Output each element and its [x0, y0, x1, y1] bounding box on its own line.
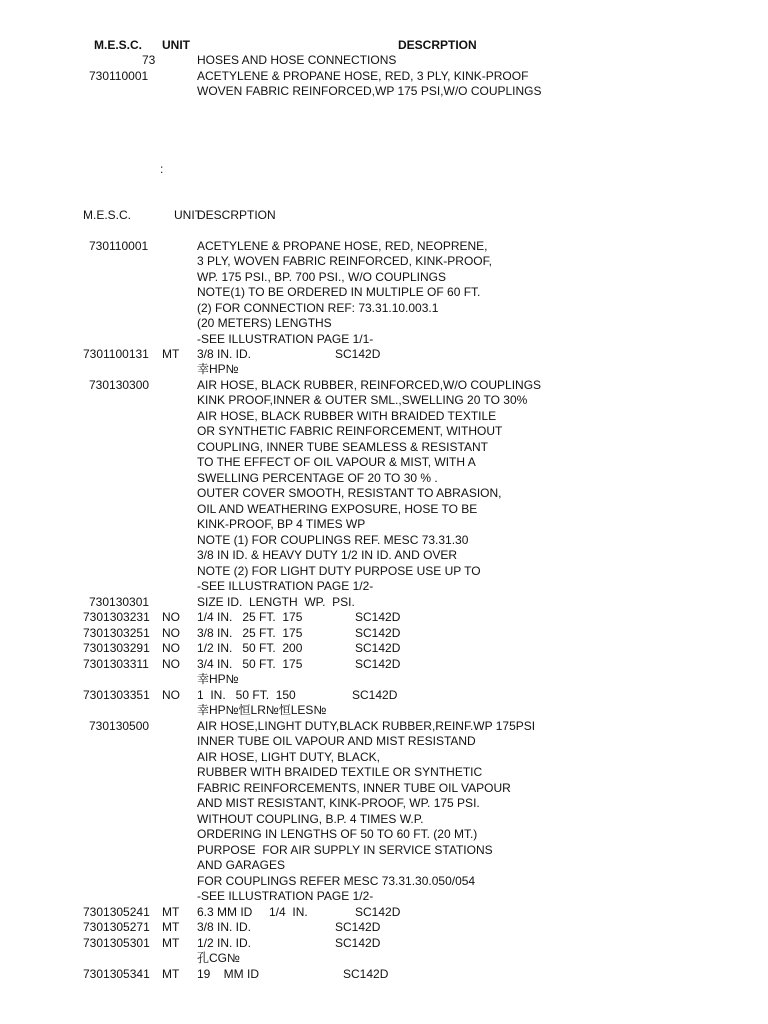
- block1-line: WP. 175 PSI., BP. 700 PSI., W/O COUPLINGS: [197, 270, 446, 284]
- block2-line: AIR HOSE, BLACK RUBBER WITH BRAIDED TEXTILE: [197, 409, 497, 423]
- block3-row-ref: SC142D: [335, 920, 381, 934]
- block2-row-size: 1/4 IN. 25 FT. 175: [197, 610, 303, 624]
- block3-line: AND GARAGES: [197, 858, 286, 872]
- block3-row-code: 7301305241: [83, 905, 150, 919]
- block3-line: RUBBER WITH BRAIDED TEXTILE OR SYNTHETIC: [197, 765, 483, 779]
- block3-row-size: 1/2 IN. ID.: [197, 936, 252, 950]
- block3-line: AIR HOSE, LIGHT DUTY, BLACK,: [197, 750, 380, 764]
- block2-line: NOTE (2) FOR LIGHT DUTY PURPOSE USE UP TO: [197, 564, 481, 578]
- block2-line: OUTER COVER SMOOTH, RESISTANT TO ABRASION,: [197, 486, 502, 500]
- block1-line: (20 METERS) LENGTHS: [197, 316, 332, 330]
- block2-line: SWELLING PERCENTAGE OF 20 TO 30 % .: [197, 471, 438, 485]
- block2-size-header: SIZE ID. LENGTH WP. PSI.: [197, 595, 355, 609]
- block3-row-unit: MT: [162, 905, 180, 919]
- header-unit: UNIT: [162, 38, 190, 52]
- block2-row-unit: NO: [162, 657, 180, 671]
- block3-line: INNER TUBE OIL VAPOUR AND MIST RESISTAND: [197, 734, 476, 748]
- block3-line: PURPOSE FOR AIR SUPPLY IN SERVICE STATIONS: [197, 843, 493, 857]
- block3-row-unit: MT: [162, 936, 180, 950]
- block2-row-ref: SC142D: [355, 641, 401, 655]
- block3-garble: 孔CG№: [197, 951, 240, 965]
- block2-row-unit: NO: [162, 610, 180, 624]
- block2-line: 3/8 IN ID. & HEAVY DUTY 1/2 IN ID. AND OVER: [197, 548, 458, 562]
- block1-row-size: 3/8 IN. ID.: [197, 347, 252, 361]
- block2-row-ref: SC142D: [355, 626, 401, 640]
- block2-line: AIR HOSE, BLACK RUBBER, REINFORCED,W/O COUPLINGS: [197, 378, 542, 392]
- block2-last-row-unit: NO: [162, 688, 180, 702]
- block1-line: -SEE ILLUSTRATION PAGE 1/1-: [197, 332, 374, 346]
- block3-line: AND MIST RESISTANT, KINK-PROOF, WP. 175 PSI.: [197, 796, 480, 810]
- subheader-unit: UNIT: [174, 208, 202, 222]
- header-mesc: M.E.S.C.: [94, 38, 143, 52]
- block2-row-ref: SC142D: [355, 657, 401, 671]
- block2-row-code: 7301303291: [83, 641, 150, 655]
- block3-row-size: 3/8 IN. ID.: [197, 920, 252, 934]
- subheader-mesc: M.E.S.C.: [83, 208, 132, 222]
- block3-line: FABRIC REINFORCEMENTS, INNER TUBE OIL VAPOUR: [197, 781, 511, 795]
- block2-row-ref: SC142D: [355, 610, 401, 624]
- first-item-line: ACETYLENE & PROPANE HOSE, RED, 3 PLY, KINK-PROOF: [197, 69, 529, 83]
- block3-last-row-unit: MT: [162, 967, 180, 981]
- block2-row-size: 3/4 IN. 50 FT. 175: [197, 657, 303, 671]
- block2-garble: 幸HP№恒LR№恒LES№: [197, 703, 327, 717]
- block2-row-size: 3/8 IN. 25 FT. 175: [197, 626, 303, 640]
- block2-line: KINK-PROOF, BP 4 TIMES WP: [197, 517, 366, 531]
- block3-row-code: 7301305301: [83, 936, 150, 950]
- block2-last-row-code: 7301303351: [83, 688, 150, 702]
- block3-line: -SEE ILLUSTRATION PAGE 1/2-: [197, 889, 374, 903]
- block1-row-code: 7301100131: [83, 347, 149, 361]
- block2-line: -SEE ILLUSTRATION PAGE 1/2-: [197, 579, 374, 593]
- block2-row-code: 7301303251: [83, 626, 150, 640]
- block2-row-code: 7301303311: [83, 657, 149, 671]
- block1-row-ref: SC142D: [335, 347, 381, 361]
- block3-last-row-code: 7301305341: [83, 967, 150, 981]
- block3-code: 730130500: [89, 719, 150, 733]
- first-item-code: 730110001: [89, 69, 149, 83]
- group-title: HOSES AND HOSE CONNECTIONS: [197, 53, 397, 67]
- block2-code: 730130300: [89, 378, 150, 392]
- block1-code: 730110001: [89, 239, 149, 253]
- block1-line: ACETYLENE & PROPANE HOSE, RED, NEOPRENE,: [197, 239, 488, 253]
- block2-last-row-size: 1 IN. 50 FT. 150: [197, 688, 296, 702]
- block2-line: KINK PROOF,INNER & OUTER SML.,SWELLING 20 TO 30%: [197, 393, 528, 407]
- block2-row-unit: NO: [162, 641, 180, 655]
- block3-last-row-size: 19 MM ID: [197, 967, 260, 981]
- colon-mark: :: [160, 162, 164, 176]
- block3-row-size: 6.3 MM ID 1/4 IN.: [197, 905, 308, 919]
- block1-garble: 幸HP№: [197, 362, 239, 376]
- block3-last-row-ref: SC142D: [343, 967, 389, 981]
- block3-line: FOR COUPLINGS REFER MESC 73.31.30.050/054: [197, 874, 476, 888]
- block2-row-unit: NO: [162, 626, 180, 640]
- block1-line: 3 PLY, WOVEN FABRIC REINFORCED, KINK-PROOF,: [197, 254, 492, 268]
- block2-garble: 幸HP№: [197, 672, 239, 686]
- block2-last-row-ref: SC142D: [352, 688, 398, 702]
- block2-row-code: 7301303231: [83, 610, 150, 624]
- block3-line: AIR HOSE,LINGHT DUTY,BLACK RUBBER,REINF.WP 175PSI: [197, 719, 536, 733]
- block1-row-unit: MT: [162, 347, 180, 361]
- header-description: DESCRPTION: [398, 38, 477, 52]
- block2-line: OIL AND WEATHERING EXPOSURE, HOSE TO BE: [197, 502, 478, 516]
- block2-line: TO THE EFFECT OF OIL VAPOUR & MIST, WITH A: [197, 455, 476, 469]
- block2-row-size: 1/2 IN. 50 FT. 200: [197, 641, 303, 655]
- block2-line: COUPLING, INNER TUBE SEAMLESS & RESISTANT: [197, 440, 488, 454]
- block2-line: NOTE (1) FOR COUPLINGS REF. MESC 73.31.30: [197, 533, 469, 547]
- block3-row-ref: SC142D: [355, 905, 401, 919]
- block3-row-ref: SC142D: [335, 936, 381, 950]
- block3-row-unit: MT: [162, 920, 180, 934]
- block1-line: NOTE(1) TO BE ORDERED IN MULTIPLE OF 60 FT.: [197, 285, 481, 299]
- first-item-line: WOVEN FABRIC REINFORCED,WP 175 PSI,W/O COUPLINGS: [197, 84, 542, 98]
- group-code: 73: [142, 53, 156, 67]
- subheader-description: DESCRPTION: [197, 208, 276, 222]
- block2-line: OR SYNTHETIC FABRIC REINFORCEMENT, WITHOUT: [197, 424, 503, 438]
- block3-line: ORDERING IN LENGTHS OF 50 TO 60 FT. (20 MT.): [197, 827, 478, 841]
- block3-row-code: 7301305271: [83, 920, 150, 934]
- block3-line: WITHOUT COUPLING, B.P. 4 TIMES W.P.: [197, 812, 424, 826]
- block1-line: (2) FOR CONNECTION REF: 73.31.10.003.1: [197, 301, 439, 315]
- block2-sub-code: 730130301: [89, 595, 150, 609]
